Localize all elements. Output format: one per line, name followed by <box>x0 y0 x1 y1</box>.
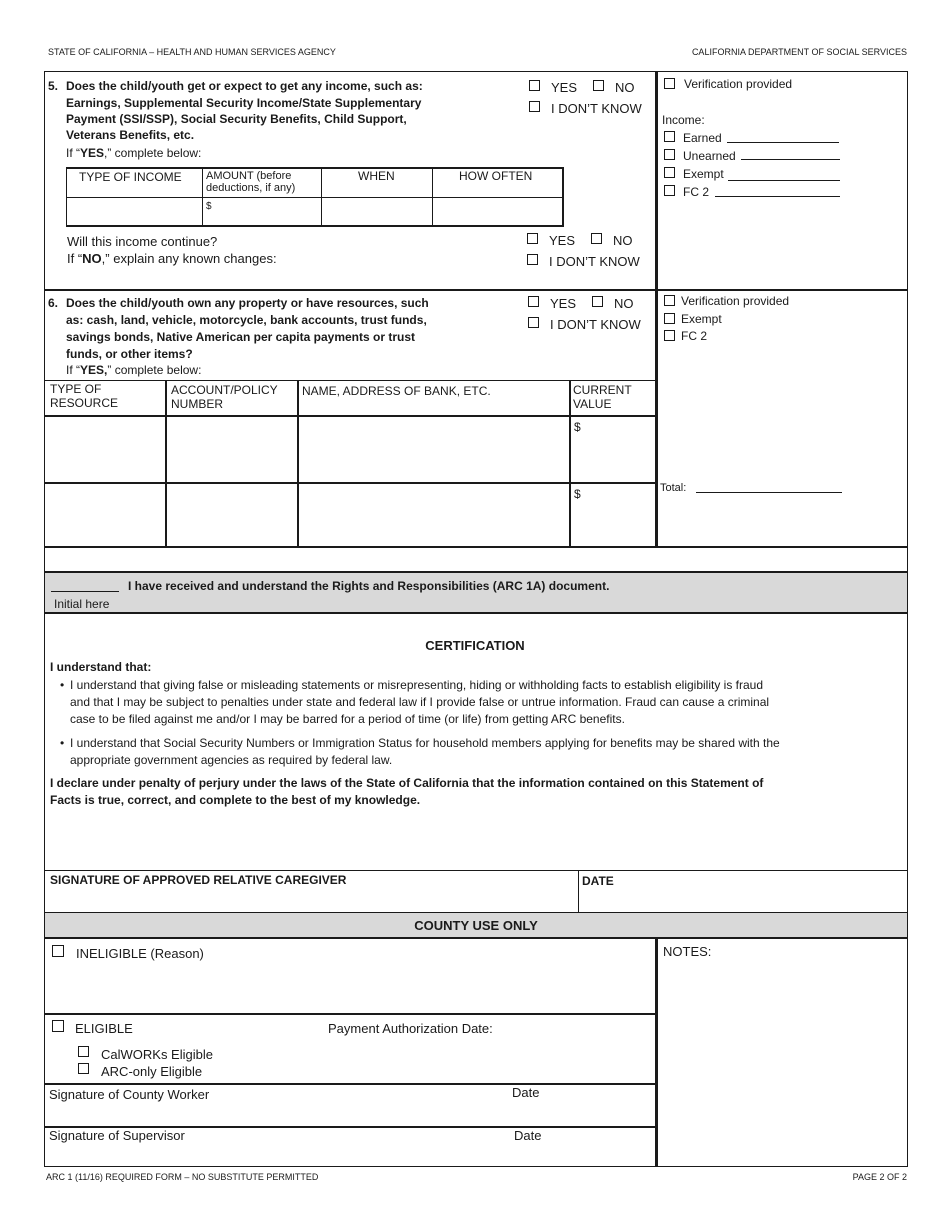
if-no-explain: If “NO,” explain any known changes: <box>67 251 277 266</box>
resource-row2-name-input[interactable] <box>300 485 568 545</box>
q5-dont-know-checkbox[interactable] <box>529 101 540 112</box>
calworks-checkbox[interactable] <box>78 1046 89 1057</box>
arc-only-checkbox[interactable] <box>78 1063 89 1074</box>
resource-row2-dollar: $ <box>574 487 581 501</box>
total-input[interactable] <box>696 492 842 493</box>
form-number-footer: ARC 1 (11/16) REQUIRED FORM – NO SUBSTITUTE PERMITTED <box>46 1172 319 1182</box>
eligible-label: ELIGIBLE <box>75 1021 133 1036</box>
resource-row2-account-input[interactable] <box>168 485 296 545</box>
perjury-declaration: I declare under penalty of perjury under the laws of the State of California that the information contained on this Statement of Facts is true, correct, and complete to the best of my knowledge. <box>50 776 764 807</box>
resource-col-name: NAME, ADDRESS OF BANK, ETC. <box>302 384 491 398</box>
ineligible-label: INELIGIBLE (Reason) <box>76 946 204 961</box>
continue-question: Will this income continue? <box>67 234 218 249</box>
county-worker-signature-label: Signature of County Worker <box>49 1087 210 1102</box>
earned-checkbox[interactable] <box>664 131 675 142</box>
ineligible-checkbox[interactable] <box>52 945 64 957</box>
q6-question: Does the child/youth own any property or have resources, such <box>66 296 429 310</box>
q5-verification-checkbox[interactable] <box>664 78 675 89</box>
supervisor-date-label: Date <box>514 1128 542 1143</box>
income-when-input[interactable] <box>323 199 431 225</box>
caregiver-signature-input[interactable] <box>46 888 576 912</box>
notes-label: NOTES: <box>663 944 712 959</box>
county-use-title: COUNTY USE ONLY <box>414 918 538 933</box>
caregiver-date-input[interactable] <box>580 890 906 912</box>
resource-row1-account-input[interactable] <box>168 418 296 481</box>
county-worker-date-label: Date <box>512 1085 540 1100</box>
q6-if-yes: If “YES,” complete below: <box>66 363 202 377</box>
date-label: DATE <box>582 874 614 888</box>
resource-row1-name-input[interactable] <box>300 418 568 481</box>
total-label: Total: <box>660 482 687 494</box>
page-number: PAGE 2 OF 2 <box>852 1172 907 1182</box>
income-col-when: WHEN <box>358 169 395 183</box>
payment-authorization-label: Payment Authorization Date: <box>328 1021 493 1036</box>
resource-col-type: TYPE OF RESOURCE <box>50 382 119 410</box>
income-col-how-often: HOW OFTEN <box>459 169 533 183</box>
q5-fc2-checkbox[interactable] <box>664 185 675 196</box>
department-header: CALIFORNIA DEPARTMENT OF SOCIAL SERVICES <box>691 47 907 57</box>
resource-row2-type-input[interactable] <box>46 485 164 545</box>
resource-row1-dollar: $ <box>574 420 581 434</box>
understand-label: I understand that: <box>50 660 152 674</box>
eligible-checkbox[interactable] <box>52 1020 64 1032</box>
continue-dont-know-checkbox[interactable] <box>527 254 538 265</box>
initial-here-label: Initial here <box>54 597 110 611</box>
q6-fc2-checkbox[interactable] <box>664 330 675 341</box>
income-amount-symbol: $ <box>206 201 212 212</box>
unearned-checkbox[interactable] <box>664 149 675 160</box>
resource-col-account: ACCOUNT/POLICY NUMBER <box>171 383 278 411</box>
certification-title: CERTIFICATION <box>425 638 525 653</box>
continue-yes-checkbox[interactable] <box>527 233 538 244</box>
resource-row1-type-input[interactable] <box>46 418 164 481</box>
income-type-input[interactable] <box>67 199 201 225</box>
supervisor-signature-label: Signature of Supervisor <box>49 1128 185 1143</box>
q5-question: Does the child/youth get or expect to get any income, such as: <box>66 79 423 93</box>
income-label: Income: <box>662 113 705 127</box>
q6-verification-checkbox[interactable] <box>664 295 675 306</box>
income-col-type: TYPE OF INCOME <box>79 170 182 184</box>
q5-if-yes: If “YES,” complete below: <box>66 146 202 160</box>
rights-statement: I have received and understand the Rights and Responsibilities (ARC 1A) document. <box>128 579 610 593</box>
q5-exempt-checkbox[interactable] <box>664 167 675 178</box>
q6-exempt-checkbox[interactable] <box>664 313 675 324</box>
q5-yes-checkbox[interactable] <box>529 80 540 91</box>
income-amount-input[interactable] <box>214 199 320 225</box>
q6-yes-checkbox[interactable] <box>528 296 539 307</box>
q5-no-checkbox[interactable] <box>593 80 604 91</box>
q6-dont-know-checkbox[interactable] <box>528 317 539 328</box>
resource-col-value: CURRENT VALUE <box>573 383 632 411</box>
notes-input[interactable] <box>660 962 906 1165</box>
initial-input[interactable] <box>51 591 119 592</box>
income-how-often-input[interactable] <box>434 199 562 225</box>
resource-row1-value-input[interactable] <box>584 418 654 481</box>
resource-row2-value-input[interactable] <box>584 485 654 545</box>
income-col-amount: AMOUNT (before deductions, if any) <box>206 170 296 194</box>
agency-header: STATE OF CALIFORNIA – HEALTH AND HUMAN SERVICES AGENCY <box>48 47 336 57</box>
q6-no-checkbox[interactable] <box>592 296 603 307</box>
continue-no-checkbox[interactable] <box>591 233 602 244</box>
side-column-divider <box>655 72 658 548</box>
caregiver-signature-label: SIGNATURE OF APPROVED RELATIVE CAREGIVER <box>50 873 347 887</box>
